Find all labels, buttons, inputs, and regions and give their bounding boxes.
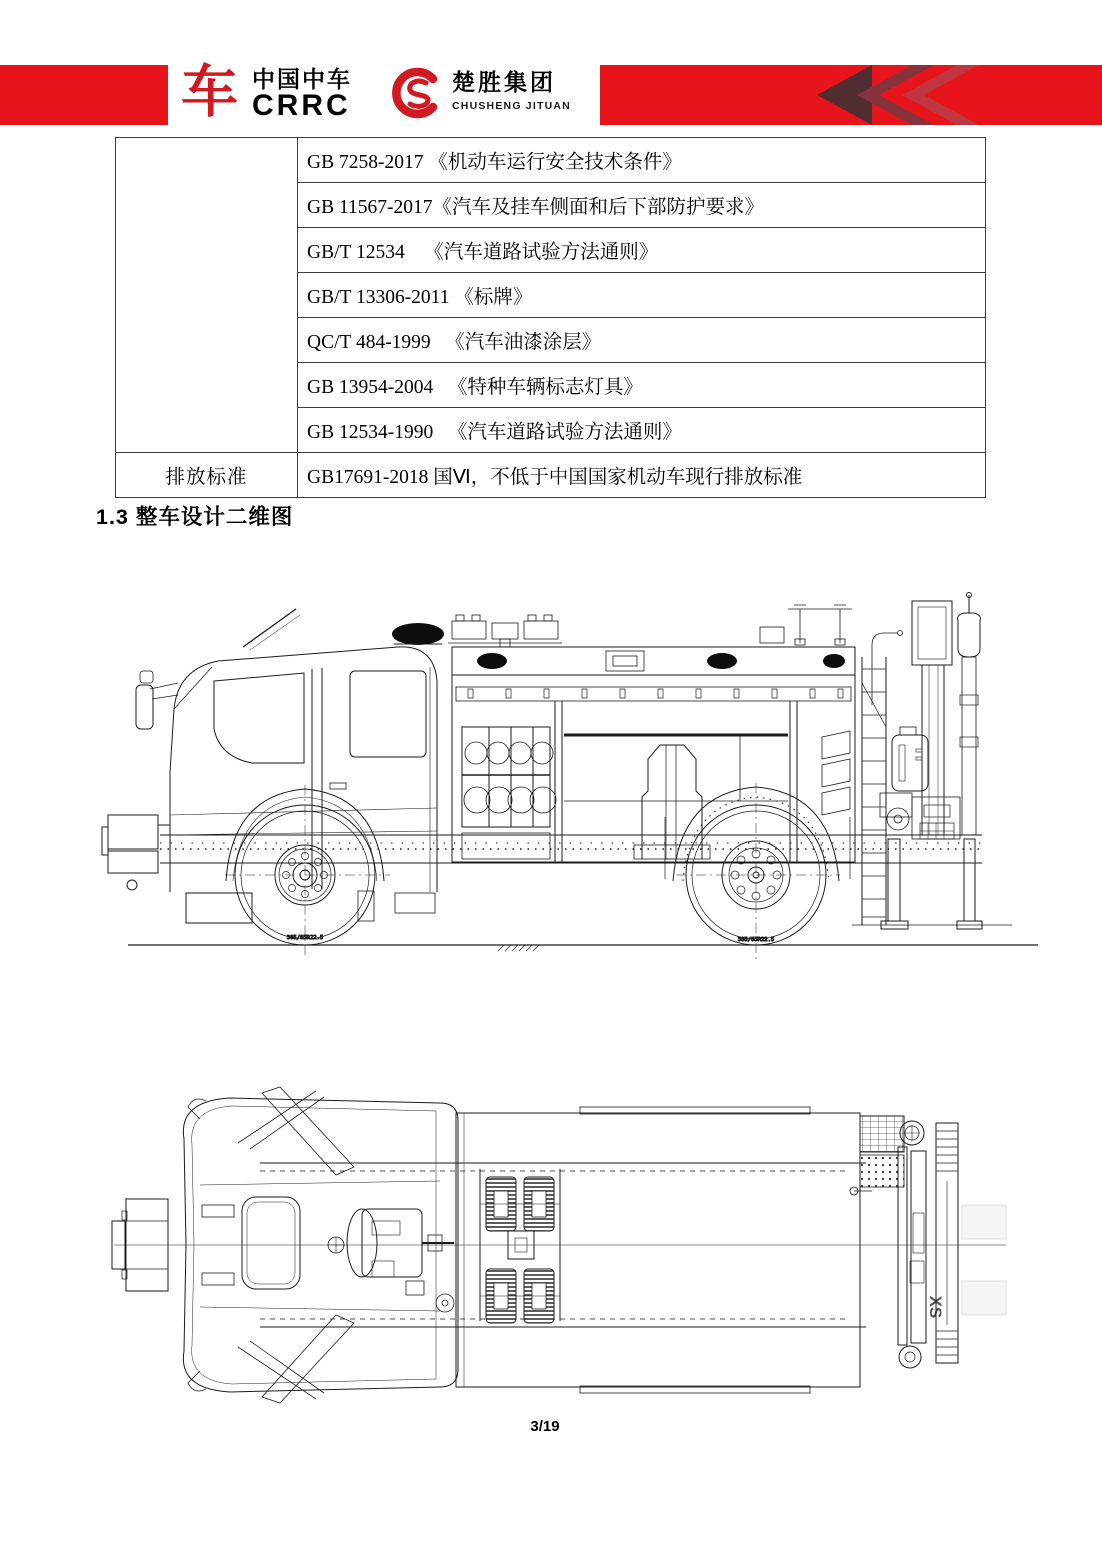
standard-cell: GB 12534-1990 《汽车道路试验方法通则》 bbox=[298, 408, 986, 453]
standards-merged-cell bbox=[116, 138, 298, 453]
truck-top-view-drawing bbox=[110, 1085, 1010, 1415]
roof-beacon bbox=[243, 609, 444, 650]
crane-marking-label: XS bbox=[926, 1295, 945, 1319]
standard-cell: GB/T 12534 《汽车道路试验方法通则》 bbox=[298, 228, 986, 273]
chusheng-logo-text bbox=[452, 69, 571, 112]
chusheng-logo-icon bbox=[392, 66, 446, 120]
cab bbox=[170, 647, 437, 923]
rear-compartment-wedges bbox=[822, 731, 850, 815]
standard-cell: GB 11567-2017《汽车及挂车侧面和后下部防护要求》 bbox=[298, 183, 986, 228]
front-wheel bbox=[225, 785, 390, 959]
header-chevrons-icon bbox=[812, 65, 982, 125]
equipment-body bbox=[452, 647, 855, 862]
standards-table bbox=[115, 137, 986, 498]
header-red-block-left bbox=[0, 65, 168, 125]
rear-wheel-label: 385/65R22.5 bbox=[737, 937, 775, 943]
cylinder-rack bbox=[462, 727, 556, 859]
tail-plate-top bbox=[936, 1123, 958, 1363]
chassis-frame bbox=[160, 835, 982, 863]
front-wheel-label: 385/65R22.5 bbox=[286, 935, 324, 941]
wheels-top bbox=[480, 1169, 560, 1323]
crrc-logo-icon: 车 bbox=[181, 61, 238, 124]
side-mirror bbox=[136, 671, 178, 729]
body-top bbox=[456, 1107, 860, 1393]
table-row bbox=[116, 138, 986, 183]
ground-line bbox=[128, 945, 1038, 951]
table-row bbox=[116, 453, 986, 498]
crrc-name-zh: 中国中车 bbox=[252, 66, 352, 92]
middle-compartment bbox=[564, 735, 788, 859]
page-number: 3/19 bbox=[530, 1418, 560, 1435]
rear-crane bbox=[880, 593, 982, 930]
truck-side-view-drawing bbox=[100, 587, 1060, 967]
rear-step-grid bbox=[850, 1116, 904, 1195]
section-heading: 1.3 整车设计二维图 bbox=[96, 505, 294, 529]
standard-cell: GB/T 13306-2011 《标牌》 bbox=[298, 273, 986, 318]
rear-ladder bbox=[852, 657, 1012, 925]
emission-standard-value: GB17691-2018 国Ⅵ，不低于中国国家机动车现行排放标准 bbox=[298, 453, 986, 498]
engine-transmission-top bbox=[347, 1209, 454, 1312]
crrc-logo-text bbox=[252, 66, 352, 121]
emission-standard-label: 排放标准 bbox=[116, 453, 298, 498]
standard-cell: QC/T 484-1999 《汽车油漆涂层》 bbox=[298, 318, 986, 363]
chusheng-name-zh: 楚胜集团 bbox=[452, 69, 556, 95]
chusheng-name-en: CHUSHENG JITUAN bbox=[452, 100, 571, 112]
standard-cell: GB 7258-2017 《机动车运行安全技术条件》 bbox=[298, 138, 986, 183]
ghost-outline bbox=[962, 1205, 1006, 1315]
front-bumper bbox=[102, 815, 170, 890]
standard-cell: GB 13954-2004 《特种车辆标志灯具》 bbox=[298, 363, 986, 408]
crrc-name-en: CRRC bbox=[252, 89, 351, 122]
